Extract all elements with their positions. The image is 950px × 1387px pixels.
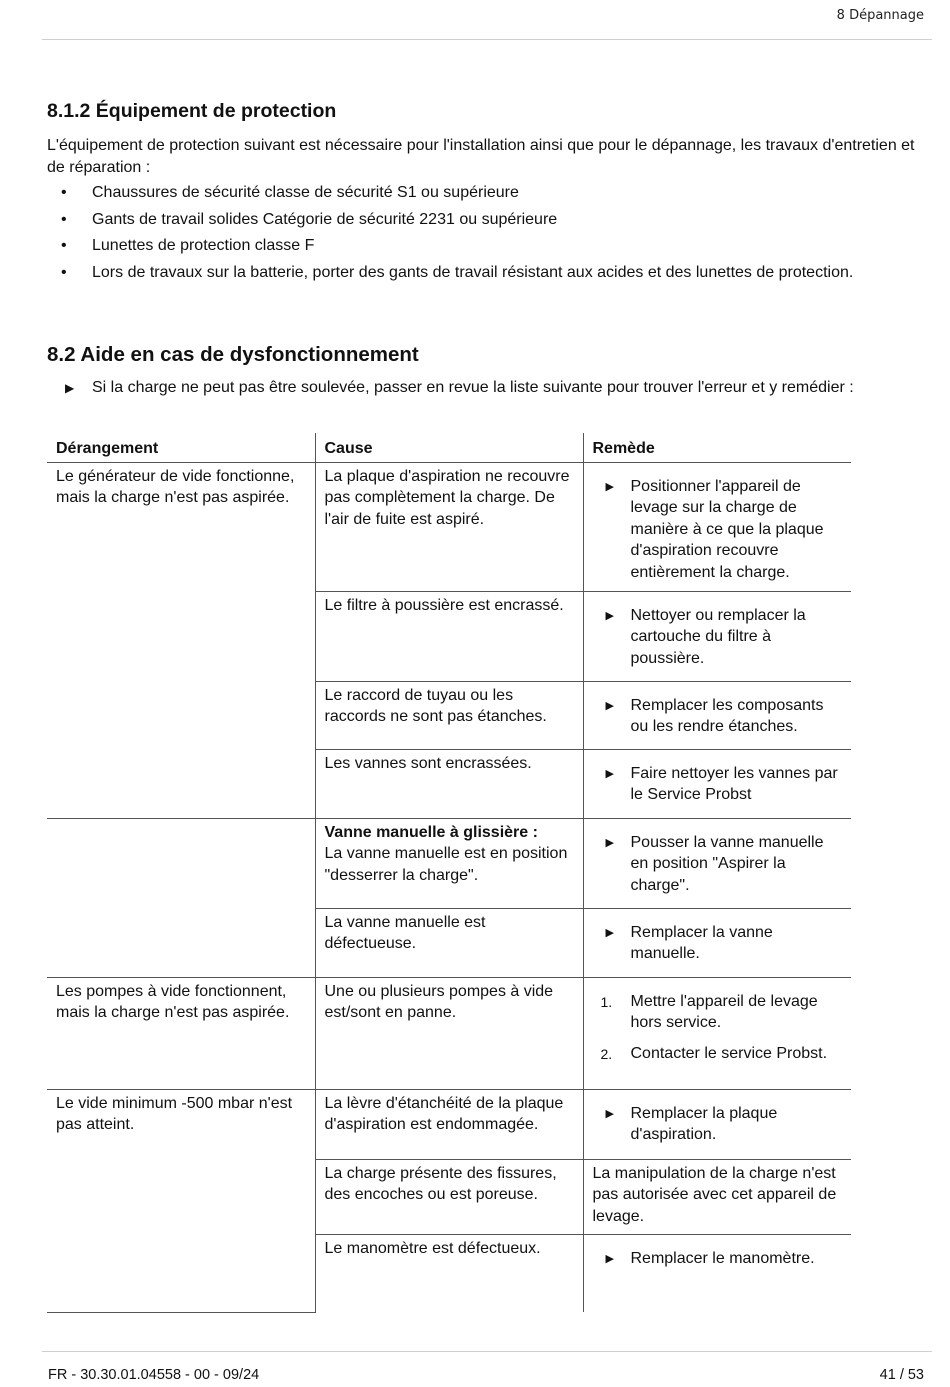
list-item: • Chaussures de sécurité classe de sécurité S1 ou supérieure <box>47 182 907 204</box>
remedy-cell: ▶ Remplacer la plaque d'aspiration. <box>583 1089 851 1159</box>
action-arrow-icon: ▶ <box>605 926 614 939</box>
action-arrow-icon: ▶ <box>605 480 614 493</box>
page-number: 41 / 53 <box>879 1367 924 1383</box>
bullet-icon: • <box>61 237 67 254</box>
remedy-cell: La manipulation de la charge n'est pas autorisée avec cet appareil de levage. <box>583 1159 851 1235</box>
action-arrow-icon: ▶ <box>605 609 614 622</box>
bullet-icon: • <box>61 210 67 228</box>
document-reference: FR - 30.30.01.04558 - 00 - 09/24 <box>48 1367 260 1383</box>
chapter-header: 8 Dépannage <box>836 8 924 23</box>
footer-divider <box>42 1351 932 1352</box>
action-arrow-icon: ▶ <box>605 767 614 780</box>
cause-cell: Une ou plusieurs pompes à vide est/sont en panne. <box>315 977 583 1089</box>
remedy-cell: ▶ Remplacer le manomètre. <box>583 1235 851 1313</box>
list-item: • Lunettes de protection classe F <box>47 235 907 257</box>
section-heading-protection: 8.1.2 Équipement de protection <box>47 100 337 122</box>
step-arrow-icon: ▶ <box>65 381 75 395</box>
column-header-remedy: Remède <box>583 433 851 462</box>
table-row <box>47 1089 851 1159</box>
remedy-cell: ▶ Faire nettoyer les vannes par le Service Probst <box>583 749 851 818</box>
remedy-cell: ▶ Positionner l'appareil de levage sur la charge de manière à ce que la plaque d'aspiration recouvre entièrement la charge. <box>583 462 851 591</box>
cause-cell: La plaque d'aspiration ne recouvre pas complètement la charge. De l'air de fuite est aspiré. <box>315 462 583 591</box>
cause-cell: Vanne manuelle à glissière : La vanne manuelle est en position "desserrer la charge". <box>315 818 583 908</box>
remedy-cell: ▶ Remplacer la vanne manuelle. <box>583 908 851 977</box>
table-header-row <box>47 433 851 462</box>
remedy-cell: ▶ Remplacer les composants ou les rendre étanches. <box>583 681 851 749</box>
cause-cell: Le raccord de tuyau ou les raccords ne sont pas étanches. <box>315 681 583 749</box>
section-heading-aide: 8.2 Aide en cas de dysfonctionnement <box>47 343 419 366</box>
cause-cell: La lèvre d'étanchéité de la plaque d'aspiration est endommagée. <box>315 1089 583 1159</box>
list-item: • Gants de travail solides Catégorie de sécurité 2231 ou supérieure <box>47 209 907 231</box>
action-arrow-icon: ▶ <box>605 1253 614 1265</box>
fault-cell: Le générateur de vide fonctionne, mais la charge n'est pas aspirée. <box>47 462 315 818</box>
cause-cell: Le filtre à poussière est encrassé. <box>315 591 583 681</box>
table-row <box>47 977 851 1089</box>
cause-cell: Le manomètre est défectueux. <box>315 1235 583 1313</box>
header-divider <box>42 39 932 40</box>
table-row <box>47 818 851 908</box>
remedy-cell: ▶ Nettoyer ou remplacer la cartouche du filtre à poussière. <box>583 591 851 681</box>
bullet-icon: • <box>61 184 67 201</box>
fault-cell: Les pompes à vide fonctionnent, mais la charge n'est pas aspirée. <box>47 977 315 1089</box>
remedy-cell: ▶ Pousser la vanne manuelle en position "Aspirer la charge". <box>583 818 851 908</box>
fault-cell <box>47 818 315 977</box>
column-header-fault: Dérangement <box>47 433 315 462</box>
protection-list <box>47 182 907 288</box>
cause-cell: La charge présente des fissures, des encoches ou est poreuse. <box>315 1159 583 1235</box>
list-item: • Lors de travaux sur la batterie, porter des gants de travail résistant aux acides et des lunettes de protection. <box>47 262 907 284</box>
action-arrow-icon: ▶ <box>605 699 614 712</box>
troubleshooting-table <box>47 433 851 1313</box>
table-row <box>47 462 851 591</box>
action-arrow-icon: ▶ <box>605 836 614 849</box>
protection-intro: L'équipement de protection suivant est nécessaire pour l'installation ainsi que pour le dépannage, les travaux d'entretien et de réparation : <box>47 137 915 176</box>
bullet-icon: • <box>61 263 67 281</box>
column-header-cause: Cause <box>315 433 583 462</box>
action-arrow-icon: ▶ <box>605 1107 614 1120</box>
instruction-step: ▶ Si la charge ne peut pas être soulevée, passer en revue la liste suivante pour trouver l'erreur et y remédier : <box>65 377 935 399</box>
cause-cell: Les vannes sont encrassées. <box>315 749 583 818</box>
cause-cell: La vanne manuelle est défectueuse. <box>315 908 583 977</box>
remedy-cell: 1. Mettre l'appareil de levage hors service. 2. Contacter le service Probst. <box>583 977 851 1089</box>
fault-cell: Le vide minimum -500 mbar n'est pas atteint. <box>47 1089 315 1312</box>
cause-subtitle: Vanne manuelle à glissière : <box>324 823 538 841</box>
